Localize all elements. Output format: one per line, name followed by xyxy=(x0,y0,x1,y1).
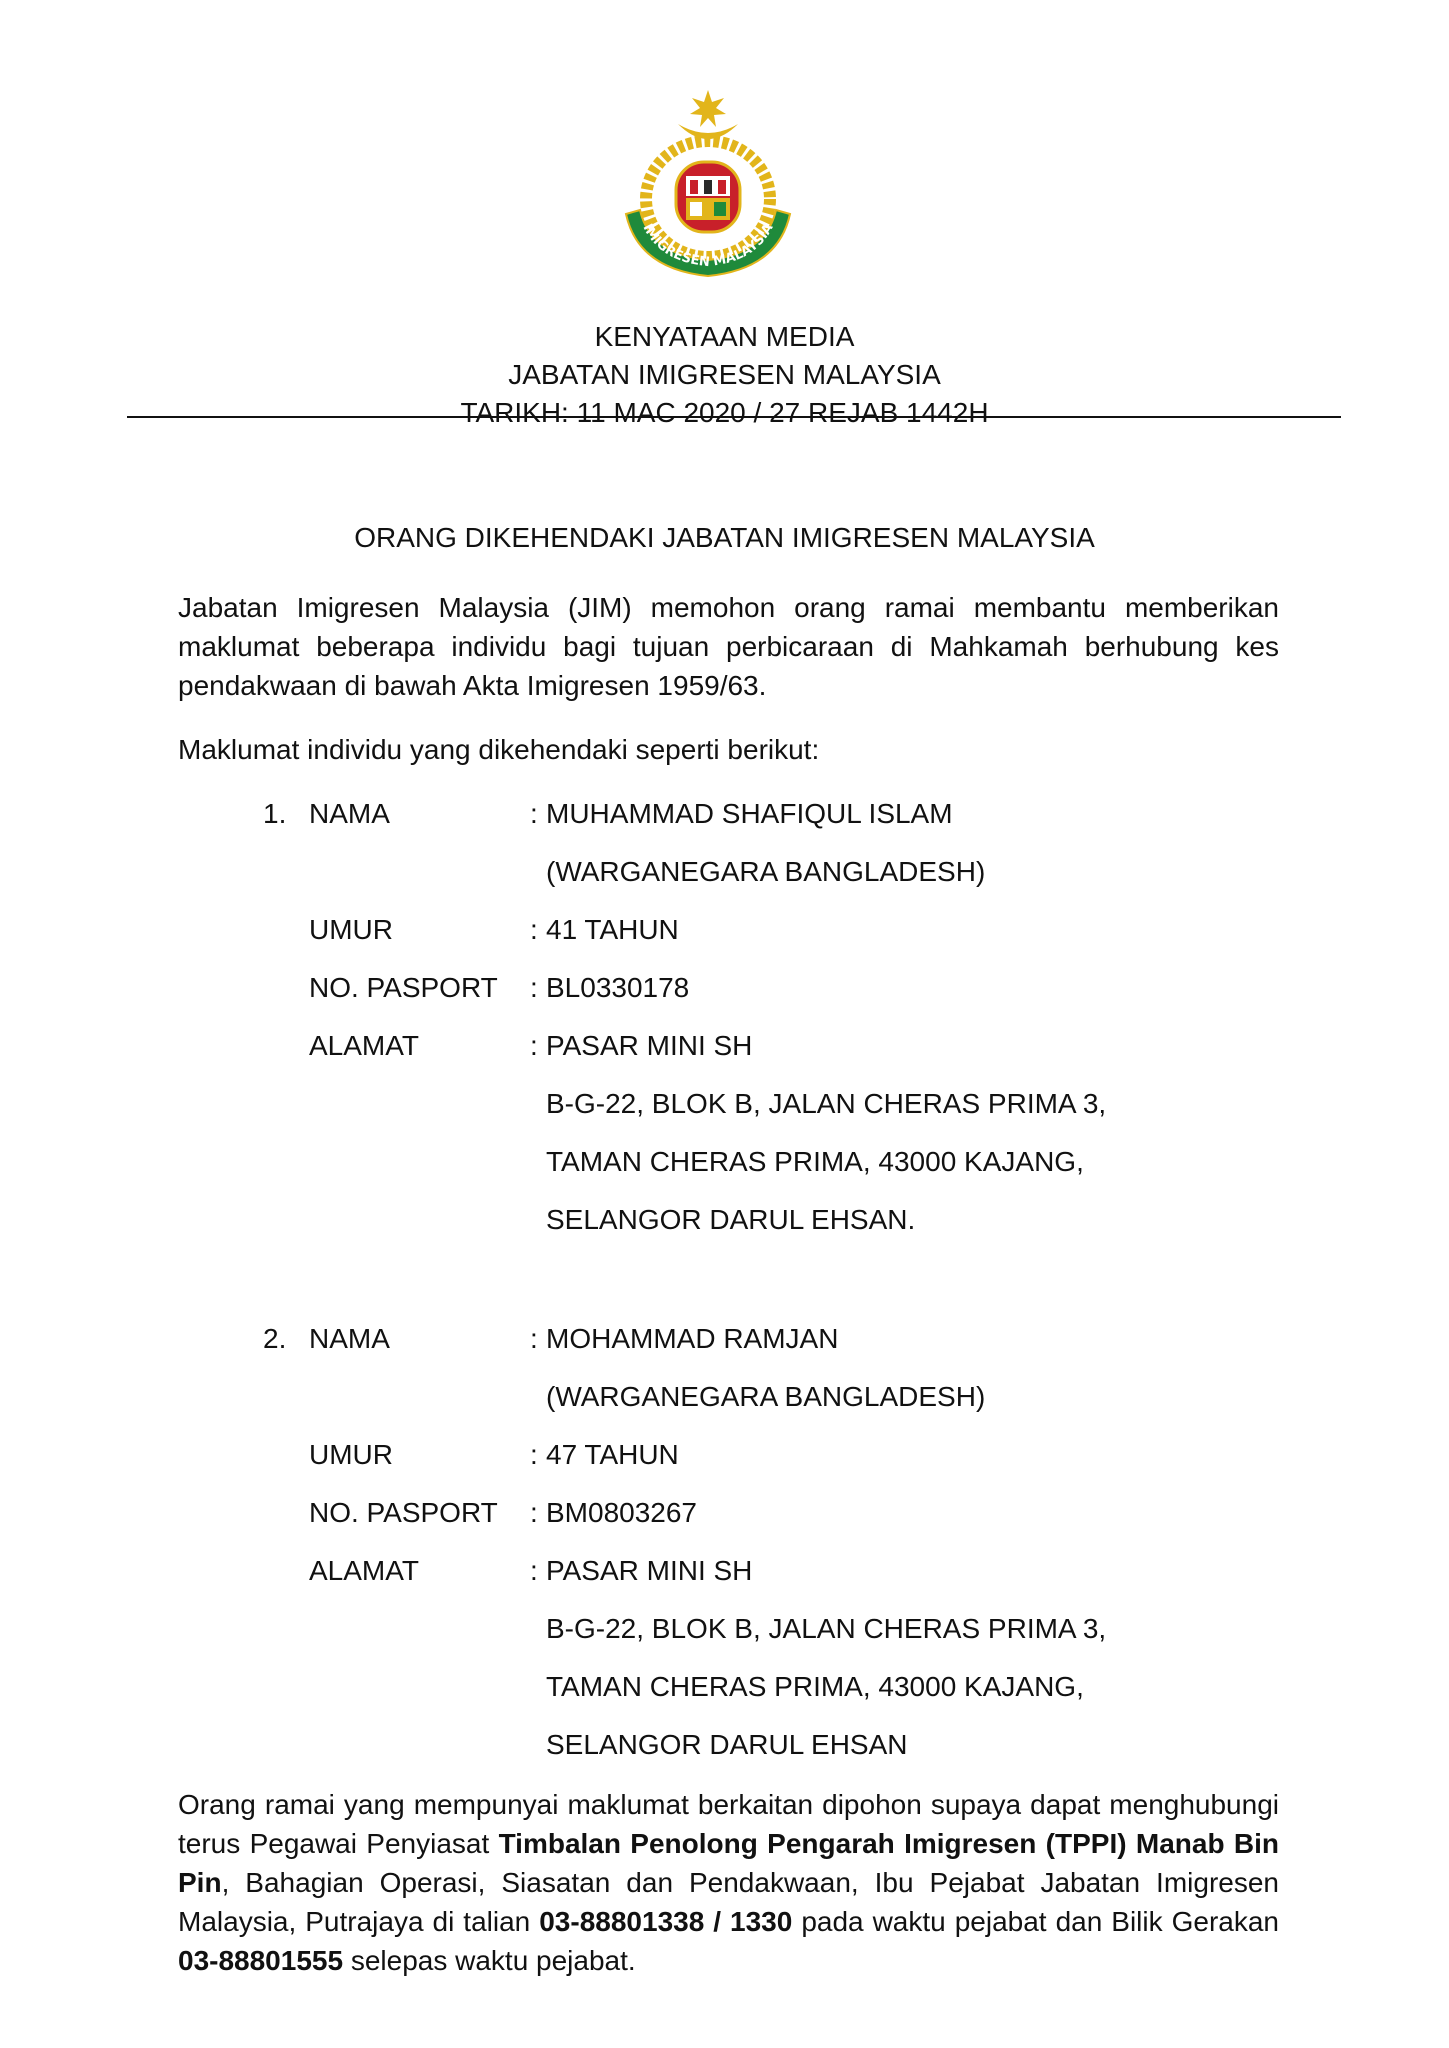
address-line: SELANGOR DARUL EHSAN xyxy=(546,1729,908,1760)
operations-room-phone: 03-88801555 xyxy=(178,1945,344,1976)
shield xyxy=(676,162,740,232)
colon: : xyxy=(530,1323,538,1354)
closing-paragraph xyxy=(178,1785,1279,1980)
address-line: TAMAN CHERAS PRIMA, 43000 KAJANG, xyxy=(546,1146,1084,1177)
header-divider xyxy=(127,416,1341,418)
address-line: B-G-22, BLOK B, JALAN CHERAS PRIMA 3, xyxy=(546,1613,1107,1644)
colon: : xyxy=(530,914,538,945)
colon: : xyxy=(530,1030,538,1061)
person-nationality: (WARGANEGARA BANGLADESH) xyxy=(546,1381,986,1412)
intro-paragraph: Jabatan Imigresen Malaysia (JIM) memohon orang ramai membantu memberikan maklumat beberapa individu bagi tujuan perbicaraan di Mahkamah berhubung kes pendakwaan di bawah Akta Imigresen 1959/63. xyxy=(178,592,1279,701)
colon: : xyxy=(530,1497,538,1528)
person-age: 41 TAHUN xyxy=(546,914,679,945)
closing-text: Orang ramai yang mempunyai maklumat berkaitan dipohon supaya dapat menghubungi terus Pegawai Penyiasat xyxy=(178,1789,1279,1859)
label-alamat: ALAMAT xyxy=(309,1030,419,1061)
department-name: JABATAN IMIGRESEN MALAYSIA xyxy=(508,359,941,390)
address-line: PASAR MINI SH xyxy=(546,1030,753,1061)
colon: : xyxy=(530,1439,538,1470)
person-age: 47 TAHUN xyxy=(546,1439,679,1470)
person-passport: BM0803267 xyxy=(546,1497,698,1528)
officer-name: Timbalan Penolong Pengarah Imigresen (TPPI) Manab Bin Pin xyxy=(178,1828,1279,1898)
document-date: TARIKH: 11 MAC 2020 / 27 REJAB 1442H xyxy=(460,397,989,428)
label-nama: NAMA xyxy=(309,798,390,829)
address-line: TAMAN CHERAS PRIMA, 43000 KAJANG, xyxy=(546,1671,1084,1702)
label-pasport: NO. PASPORT xyxy=(309,972,498,1003)
address-line: B-G-22, BLOK B, JALAN CHERAS PRIMA 3, xyxy=(546,1088,1107,1119)
closing-text: , Bahagian Operasi, Siasatan dan Pendakwaan, Ibu Pejabat Jabatan Imigresen Malaysia, Putrajaya di talian xyxy=(178,1867,1279,1937)
address-line: SELANGOR DARUL EHSAN. xyxy=(546,1204,916,1235)
colon: : xyxy=(530,798,538,829)
closing-text: selepas waktu pejabat. xyxy=(343,1945,636,1976)
star-icon xyxy=(690,90,726,127)
imigresen-malaysia-crest xyxy=(608,84,808,284)
label-pasport: NO. PASPORT xyxy=(309,1497,498,1528)
office-phone: 03-88801338 / 1330 xyxy=(539,1906,793,1937)
label-nama: NAMA xyxy=(309,1323,390,1354)
label-alamat: ALAMAT xyxy=(309,1555,419,1586)
crest-banner-text: IMIGRESEN MALAYSIA xyxy=(639,221,777,271)
label-umur: UMUR xyxy=(309,914,393,945)
person-passport: BL0330178 xyxy=(546,972,690,1003)
closing-text: pada waktu pejabat dan Bilik Gerakan xyxy=(792,1906,1279,1937)
person-name: MUHAMMAD SHAFIQUL ISLAM xyxy=(546,798,953,829)
person-nationality: (WARGANEGARA BANGLADESH) xyxy=(546,856,986,887)
entry-number: 2. xyxy=(263,1323,287,1354)
colon: : xyxy=(530,972,538,1003)
label-umur: UMUR xyxy=(309,1439,393,1470)
person-name: MOHAMMAD RAMJAN xyxy=(546,1323,839,1354)
document-type: KENYATAAN MEDIA xyxy=(594,321,855,352)
colon: : xyxy=(530,1555,538,1586)
entry-number: 1. xyxy=(263,798,287,829)
address-line: PASAR MINI SH xyxy=(546,1555,753,1586)
lead-sentence: Maklumat individu yang dikehendaki seperti berikut: xyxy=(178,734,820,765)
page-title: ORANG DIKEHENDAKI JABATAN IMIGRESEN MALAYSIA xyxy=(354,522,1095,553)
